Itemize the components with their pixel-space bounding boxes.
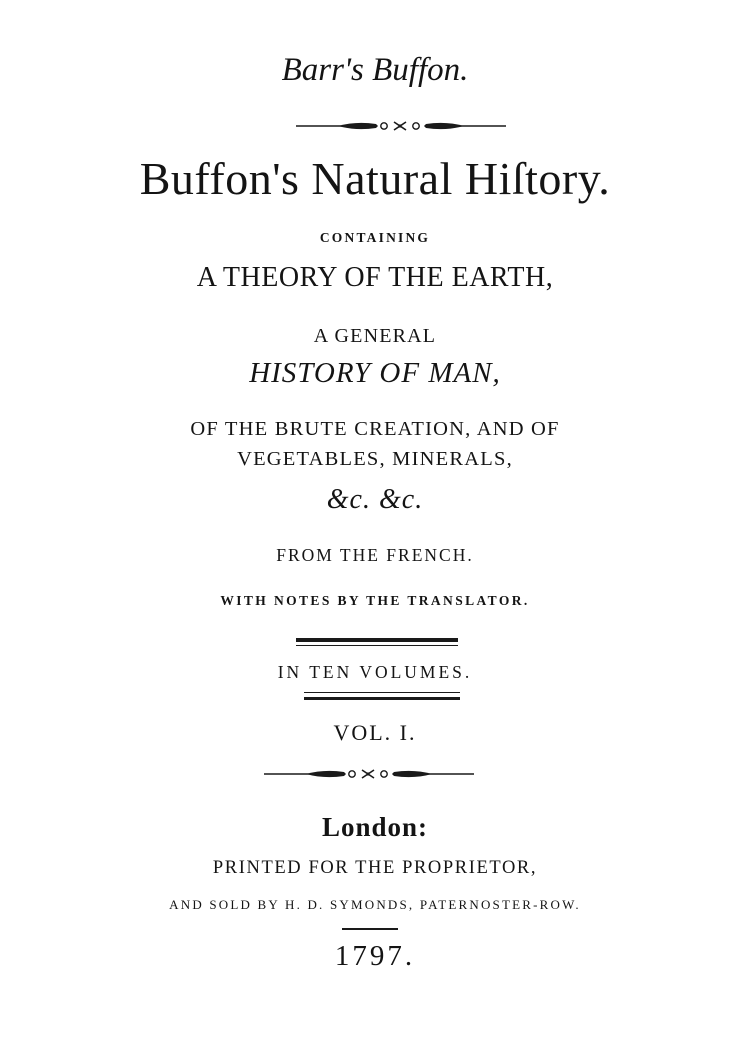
theory-of-earth: A THEORY OF THE EARTH, — [196, 262, 554, 293]
rule-above-year — [342, 928, 398, 930]
brute-creation-line-1: OF THE BRUTE CREATION, AND OF — [190, 418, 560, 440]
history-of-man: HISTORY OF MAN, — [249, 357, 501, 389]
rule-below-volumes-thin — [304, 692, 460, 693]
et-cetera: &c. &c. — [326, 484, 424, 515]
printed-for-line: PRINTED FOR THE PROPRIETOR, — [212, 858, 538, 878]
volume-number: VOL. I. — [333, 720, 417, 745]
ornament-divider-bottom — [264, 766, 474, 782]
ornament-divider-top — [296, 118, 506, 134]
containing-label: CONTAINING — [319, 230, 431, 245]
rule-above-volumes — [296, 638, 458, 642]
rule-below-volumes — [304, 697, 460, 700]
main-title: Buffon's Natural Hiſtory. — [139, 153, 611, 204]
in-ten-volumes: IN TEN VOLUMES. — [277, 662, 473, 682]
brute-creation-line-2: VEGETABLES, MINERALS, — [237, 448, 513, 470]
sold-by-line: AND SOLD BY H. D. SYMONDS, PATERNOSTER-ROW. — [169, 897, 581, 912]
translator-notes: WITH NOTES BY THE TRANSLATOR. — [220, 593, 530, 608]
rule-above-volumes-thin — [296, 645, 458, 646]
shelf-title: Barr's Buffon. — [281, 52, 469, 88]
publication-year: 1797. — [334, 940, 416, 972]
general-label: A GENERAL — [313, 325, 437, 347]
from-the-french: FROM THE FRENCH. — [276, 545, 474, 565]
place-of-publication: London: — [321, 812, 429, 842]
